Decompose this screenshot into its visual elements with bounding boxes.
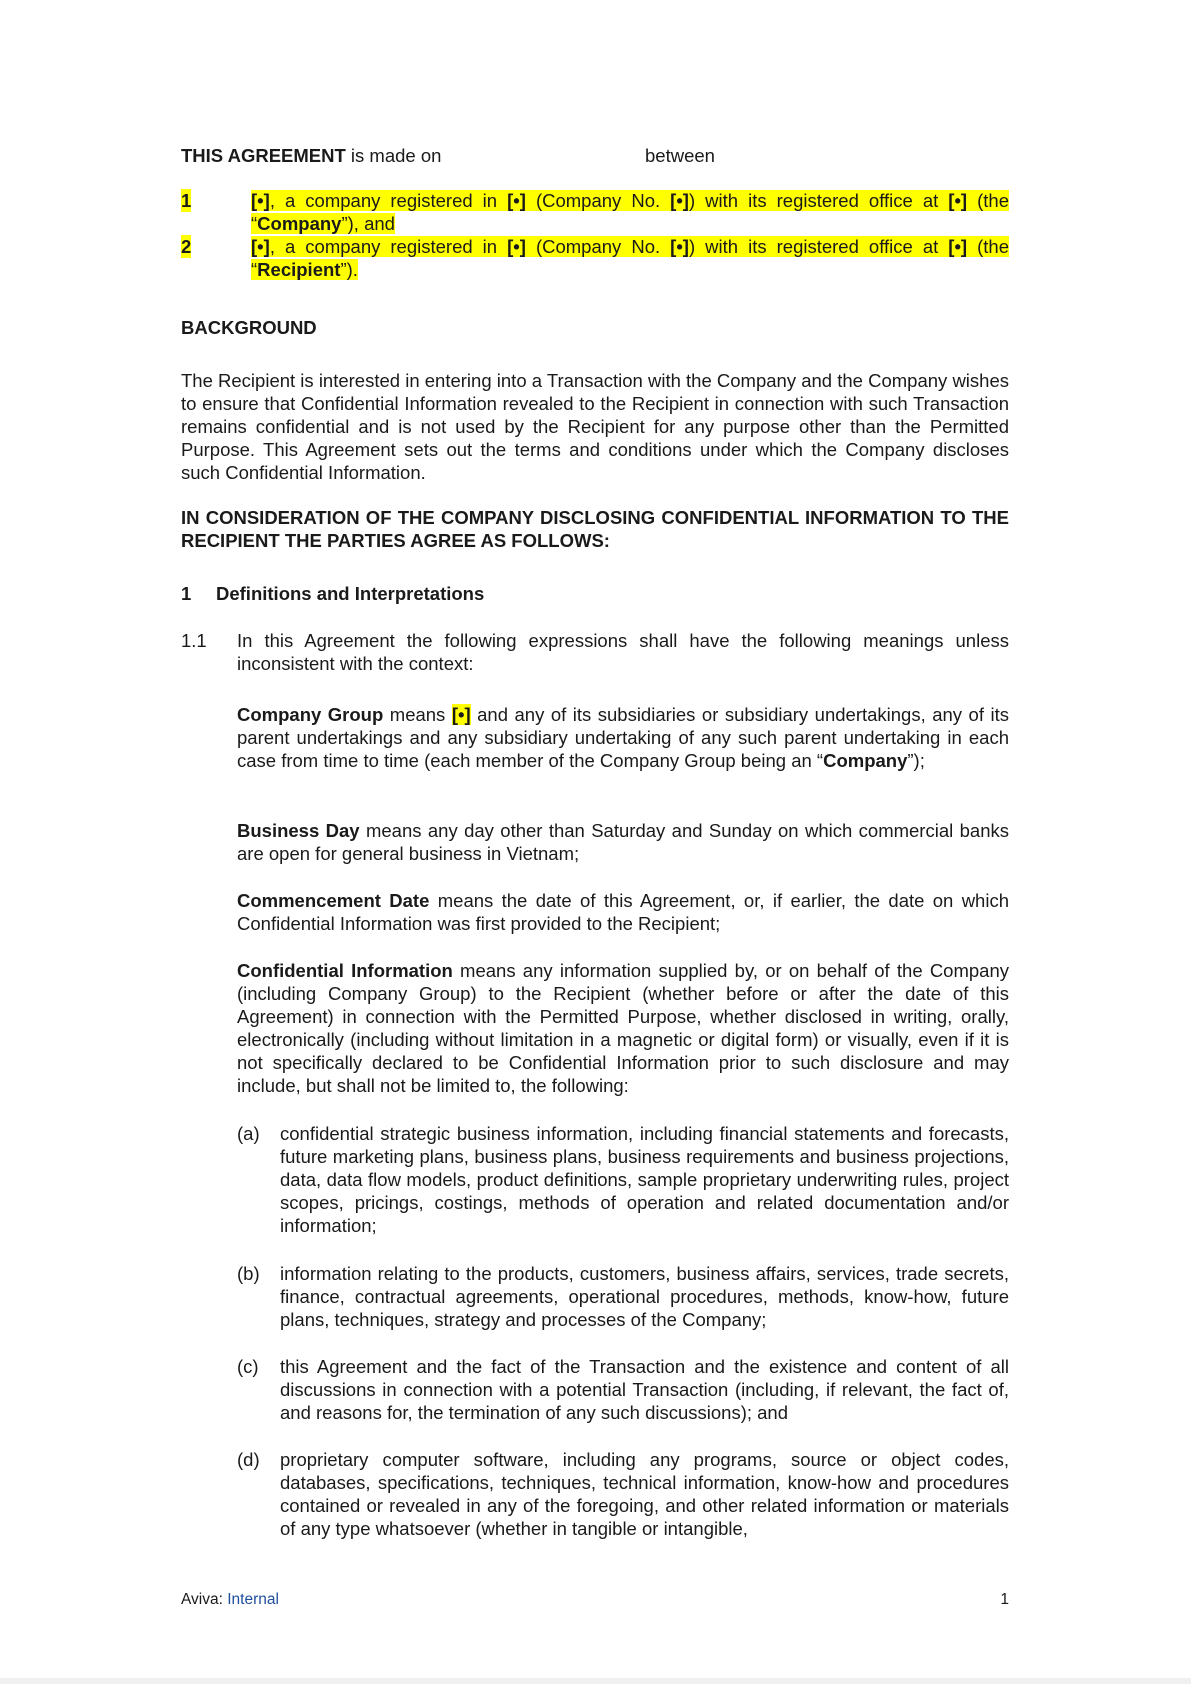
list-item: proprietary computer software, including any programs, source or object codes, databases, specifications, techniques, technical information, know-how and procedures contained or revealed in any of the foregoing, and other related information or materials of any type whatsoever (whether in tangible or intangible, (280, 1449, 1009, 1539)
defined-term-company: Company (257, 213, 342, 234)
party-text: [•], a company registered in [•] (Company No. [•]) with its registered office at [•] (the “Company”), and (251, 190, 1010, 234)
intro-between: between (645, 145, 715, 166)
agreement-intro (181, 144, 1009, 167)
defined-term-recipient: Recipient (257, 259, 341, 280)
clause-1-1-text: In this Agreement the following expressions shall have the following meanings unless inconsistent with the context: (237, 630, 1009, 674)
section-1-heading (181, 582, 1009, 605)
placeholder: [•] (451, 704, 471, 725)
party-text: [•], a company registered in [•] (Company No. [•]) with its registered office at [•] (the “Recipient”). (251, 236, 1010, 280)
list-item: confidential strategic business information, including financial statements and forecasts, future marketing plans, business plans, business requirements and business projections, data, data flow models, product definitions, sample proprietary underwriting rules, project scopes, pricings, costings, methods of operation and related documentation and/or information; (280, 1123, 1009, 1236)
list-item-label: (b) (237, 1263, 260, 1284)
term: Commencement Date (237, 890, 430, 911)
classification-value: Internal (227, 1591, 279, 1608)
definition-business-day: Business Day means any day other than Saturday and Sunday on which commercial banks are open for general business in Vietnam; (237, 820, 1009, 864)
background-heading: BACKGROUND (181, 317, 317, 338)
list-item: this Agreement and the fact of the Transaction and the existence and content of all discussions in connection with a potential Transaction (including, if relevant, the fact of, and reasons for, the termination of any such discussions); and (280, 1356, 1009, 1423)
background-paragraph: The Recipient is interested in entering into a Transaction with the Company and the Company wishes to ensure that Confidential Information revealed to the Recipient in connection with such Transaction remains confidential and is not used by the Recipient for any purpose other than the Permitted Purpose. This Agreement sets out the terms and conditions under which the Company discloses such Confidential Information. (181, 370, 1009, 483)
definition-company-group: Company Group means [•] and any of its subsidiaries or subsidiary undertakings, any of its parent undertakings and any subsidiary undertaking of any such parent undertaking in each case from time to time (each member of the Company Group being an “Company”); (237, 704, 1009, 771)
classification-label: Aviva: Internal (181, 1591, 279, 1608)
page-bottom-edge (0, 1678, 1191, 1684)
definition-confidential-information: Confidential Information means any information supplied by, or on behalf of the Company (including Company Group) to the Recipient (whether before or after the date of this Agreement) in connection with the Permitted Purpose, whether disclosed in writing, orally, electronically (including without limitation in a magnetic or digital form) or visually, even if it is not specifically declared to be Confidential Information prior to such disclosure and may include, but shall not be limited to, the following: (237, 960, 1010, 1096)
intro-bold: THIS AGREEMENT (181, 145, 346, 166)
party-1 (181, 189, 1009, 235)
intro-made-on: is made on (345, 145, 442, 166)
definition-commencement-date: Commencement Date means the date of this Agreement, or, if earlier, the date on which Confidential Information was first provided to the Recipient; (237, 890, 1009, 934)
section-title: Definitions and Interpretations (216, 583, 485, 604)
list-item-label: (a) (237, 1123, 260, 1144)
term: Confidential Information (237, 960, 453, 981)
consideration-clause: IN CONSIDERATION OF THE COMPANY DISCLOSING CONFIDENTIAL INFORMATION TO THE RECIPIENT THE PARTIES AGREE AS FOLLOWS: (181, 507, 1009, 551)
list-item: information relating to the products, customers, business affairs, services, trade secrets, finance, contractual agreements, operational procedures, methods, know-how, future plans, techniques, strategy and processes of the Company; (280, 1263, 1009, 1330)
section-number: 1 (181, 583, 192, 604)
term: Business Day (237, 820, 360, 841)
party-2 (181, 235, 1009, 281)
clause-number: 1.1 (181, 630, 207, 651)
party-number: 2 (181, 236, 192, 257)
party-number: 1 (181, 190, 192, 211)
page-number: 1 (1000, 1591, 1009, 1608)
term: Company Group (237, 704, 384, 725)
list-item-label: (d) (237, 1449, 260, 1470)
list-item-label: (c) (237, 1356, 259, 1377)
